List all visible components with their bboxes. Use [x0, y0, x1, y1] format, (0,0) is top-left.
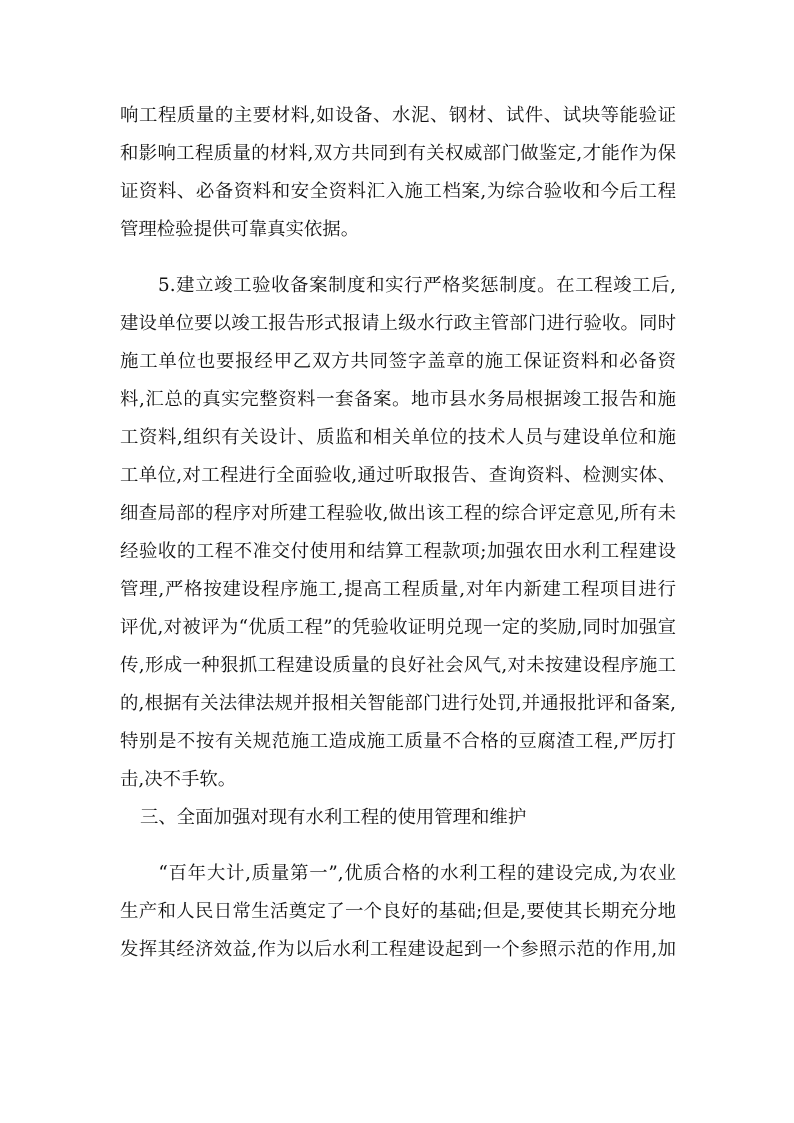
text-line: 料,汇总的真实完整资料一套备案。地市县水务局根据竣工报告和施: [120, 389, 676, 410]
text-line: 工单位,对工程进行全面验收,通过听取报告、查询资料、检测实体、: [120, 465, 676, 486]
text-line: 响工程质量的主要材料,如设备、水泥、钢材、试件、试块等能验证: [120, 105, 676, 126]
text-line: 击,决不手软。: [120, 769, 237, 790]
text-line: 的,根据有关法律法规并报相关智能部门进行处罚,并通报批评和备案,: [120, 693, 676, 714]
text-line: “百年大计,质量第一”,优质合格的水利工程的建设完成,为农业: [120, 863, 676, 884]
section-heading: 三、全面加强对现有水利工程的使用管理和维护: [140, 807, 527, 828]
text-line: 经验收的工程不准交付使用和结算工程款项;加强农田水利工程建设: [120, 541, 676, 562]
text-line: 5.建立竣工验收备案制度和实行严格奖惩制度。在工程竣工后,: [120, 275, 676, 296]
text-line: 管理,严格按建设程序施工,提高工程质量,对年内新建工程项目进行: [120, 579, 676, 600]
text-line: 评优,对被评为“优质工程”的凭验收证明兑现一定的奖励,同时加强宣: [120, 617, 676, 638]
text-line: 建设单位要以竣工报告形式报请上级水行政主管部门进行验收。同时: [120, 313, 676, 334]
text-line: 施工单位也要报经甲乙双方共同签字盖章的施工保证资料和必备资: [120, 351, 676, 372]
text-line: 传,形成一种狠抓工程建设质量的良好社会风气,对未按建设程序施工: [120, 655, 676, 676]
text-line: 发挥其经济效益,作为以后水利工程建设起到一个参照示范的作用,加: [120, 939, 676, 960]
text-line: 工资料,组织有关设计、质监和相关单位的技术人员与建设单位和施: [120, 427, 676, 448]
text-line: 和影响工程质量的材料,双方共同到有关权威部门做鉴定,才能作为保: [120, 143, 676, 164]
text-line: 证资料、必备资料和安全资料汇入施工档案,为综合验收和今后工程: [120, 181, 676, 202]
text-line: 细查局部的程序对所建工程验收,做出该工程的综合评定意见,所有未: [120, 503, 676, 524]
text-line: 特别是不按有关规范施工造成施工质量不合格的豆腐渣工程,严厉打: [120, 731, 676, 752]
text-line: 生产和人民日常生活奠定了一个良好的基础;但是,要使其长期充分地: [120, 901, 676, 922]
text-line: 管理检验提供可靠真实依据。: [120, 219, 360, 240]
